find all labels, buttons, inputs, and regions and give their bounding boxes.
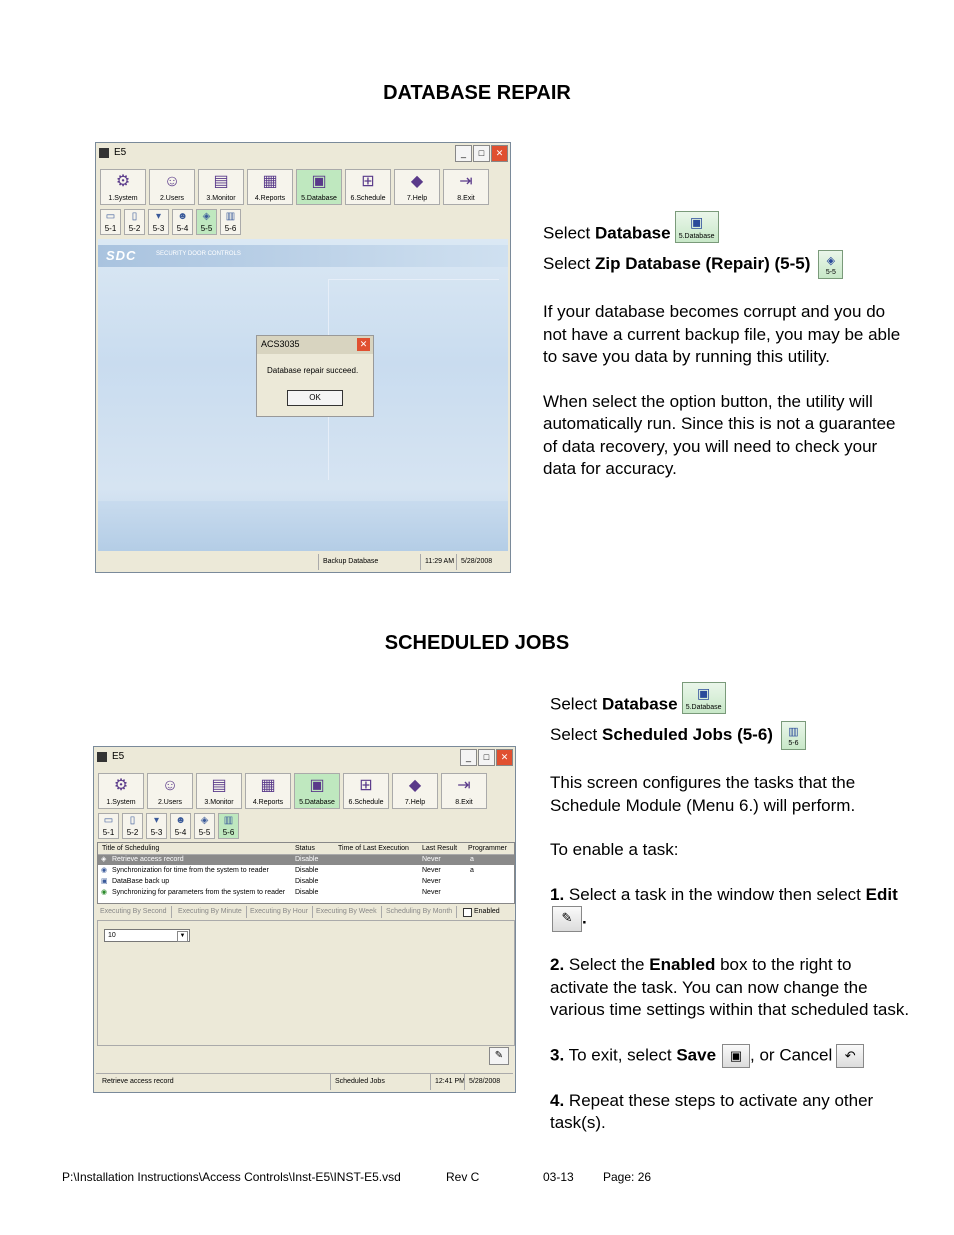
toolbar-schedule-button[interactable]: ⊞ 6.Schedule bbox=[343, 773, 389, 809]
tab-panel bbox=[97, 920, 515, 1046]
sub-5-1-button[interactable]: ▭ 5-1 bbox=[100, 209, 121, 235]
toolbar-users-button[interactable]: ☺ 2.Users bbox=[149, 169, 195, 205]
sub-5-5-button[interactable]: ◈ 5-5 bbox=[196, 209, 217, 235]
footer-rev: Rev C bbox=[446, 1170, 480, 1184]
toolbar-system-button[interactable]: ⚙ 1.System bbox=[98, 773, 144, 809]
sub-5-4-button[interactable]: ☻ 5-4 bbox=[172, 209, 193, 235]
window-titlebar bbox=[96, 143, 510, 163]
system-icon: ⚙ bbox=[115, 173, 131, 190]
sdc-logo: SDC bbox=[106, 248, 137, 263]
users-icon: ☺ bbox=[163, 173, 181, 190]
col-title[interactable]: Title of Scheduling bbox=[102, 845, 160, 852]
col-status[interactable]: Status bbox=[295, 845, 315, 852]
chevron-down-icon: ▼ bbox=[177, 931, 188, 942]
sub-5-3-button[interactable]: ▾ 5-3 bbox=[146, 813, 167, 839]
app-logo-icon bbox=[97, 752, 107, 762]
app-logo-icon bbox=[99, 148, 109, 158]
status-bar bbox=[96, 1073, 513, 1090]
toolbar-schedule-button[interactable]: ⊞ 6.Schedule bbox=[345, 169, 391, 205]
users-icon: ☺ bbox=[161, 777, 179, 794]
interval-select[interactable]: 10 ▼ bbox=[104, 929, 190, 942]
dialog-message: Database repair succeed. bbox=[267, 366, 359, 375]
toolbar-reports-button[interactable]: ▦ 4.Reports bbox=[245, 773, 291, 809]
step-1: 1. Select a task in the window then select Edit✎ . bbox=[550, 884, 910, 933]
tab-by-week[interactable]: Executing By Week bbox=[316, 906, 382, 918]
status-date: 5/28/2008 bbox=[464, 1074, 500, 1090]
e5-window-repair bbox=[95, 142, 511, 573]
step-3: 3. To exit, select Save ▣ , or Cancel ↶ bbox=[550, 1044, 910, 1068]
minimize-button[interactable]: _ bbox=[455, 145, 472, 162]
database-icon: ▣ 5.Database bbox=[675, 211, 719, 243]
status-task: Scheduled Jobs bbox=[330, 1074, 385, 1090]
database-subtoolbar bbox=[98, 813, 242, 839]
status-time: 11:29 AM bbox=[420, 554, 454, 570]
cart-icon: ▾ bbox=[153, 815, 160, 826]
execution-tabs bbox=[98, 906, 514, 918]
people-icon: ☻ bbox=[175, 815, 186, 826]
tab-by-hour[interactable]: Executing By Hour bbox=[250, 906, 313, 918]
maximize-button[interactable]: □ bbox=[478, 749, 495, 766]
system-icon: ⚙ bbox=[113, 777, 129, 794]
cancel-icon: ↶ bbox=[836, 1044, 864, 1068]
zip-icon: ◈ bbox=[202, 211, 211, 222]
tab-by-second[interactable]: Executing By Second bbox=[100, 906, 172, 918]
reports-icon: ▦ bbox=[260, 777, 276, 794]
window-title: E5 bbox=[112, 751, 125, 762]
repair-line-database: Select Database ▣ 5.Database bbox=[543, 218, 903, 250]
status-date: 5/28/2008 bbox=[456, 554, 492, 570]
close-button[interactable]: ✕ bbox=[496, 749, 513, 766]
window-title: E5 bbox=[114, 147, 127, 158]
minimize-button[interactable]: _ bbox=[460, 749, 477, 766]
repair-para-1: If your database becomes corrupt and you do not have a current backup file, you may be able to save you data by running this utility. bbox=[543, 302, 901, 366]
save-icon: ▣ bbox=[722, 1044, 750, 1068]
sub-5-2-button[interactable]: ▯ 5-2 bbox=[124, 209, 145, 235]
window-titlebar bbox=[94, 747, 515, 767]
database-icon: ▣ bbox=[309, 777, 325, 794]
e5-window-scheduled bbox=[93, 746, 516, 1093]
footer-path: P:\Installation Instructions\Access Controls\Inst-E5\INST-E5.vsd bbox=[62, 1170, 401, 1184]
enabled-checkbox[interactable] bbox=[463, 908, 472, 917]
help-icon: ◆ bbox=[408, 777, 422, 794]
sub-5-6-button[interactable]: ▥ 5-6 bbox=[220, 209, 241, 235]
dialog-titlebar bbox=[257, 336, 373, 354]
row-icon: ◈ bbox=[101, 856, 107, 863]
toolbar-reports-button[interactable]: ▦ 4.Reports bbox=[247, 169, 293, 205]
status-bar bbox=[98, 554, 508, 570]
schedule-list-icon: ▥ bbox=[223, 815, 234, 826]
row-icon: ◉ bbox=[101, 889, 108, 896]
schedule-list-icon: ▥ bbox=[225, 211, 236, 222]
status-left: Retrieve access record bbox=[102, 1078, 174, 1085]
table-row[interactable]: ◉ Synchronizing for parameters from the system to reader Disable Never bbox=[101, 889, 441, 896]
database-subtoolbar bbox=[100, 209, 244, 235]
people-icon: ☻ bbox=[177, 211, 188, 222]
zip-database-icon: ◈ 5-5 bbox=[818, 250, 843, 279]
edit-icon: ✎ bbox=[552, 906, 582, 932]
status-time: 12:41 PM bbox=[430, 1074, 465, 1090]
sched-para-1: This screen configures the tasks that the Schedule Module (Menu 6.) will perform. bbox=[550, 773, 856, 815]
enabled-label: Enabled bbox=[474, 908, 500, 915]
repair-line-zip: Select Zip Database (Repair) (5-5) ◈ 5-5 bbox=[543, 250, 903, 279]
sdc-banner bbox=[98, 245, 508, 267]
toolbar-exit-button[interactable]: ⇥ 8.Exit bbox=[441, 773, 487, 809]
row-icon: ◉ bbox=[101, 867, 108, 874]
toolbar-exit-button[interactable]: ⇥ 8.Exit bbox=[443, 169, 489, 205]
sdc-tagline: SECURITY DOOR CONTROLS bbox=[156, 251, 241, 257]
table-row[interactable]: ◈ Retrieve access record Disable Never a bbox=[98, 855, 514, 865]
schedule-icon: ⊞ bbox=[359, 777, 373, 794]
row-icon: ▣ bbox=[101, 878, 108, 885]
repair-instructions bbox=[543, 214, 903, 481]
sub-5-2-button[interactable]: ▯ 5-2 bbox=[122, 813, 143, 839]
printer-icon: ▭ bbox=[105, 211, 116, 222]
list-header bbox=[98, 843, 514, 855]
database-icon: ▣ bbox=[311, 173, 327, 190]
dialog-ok-button[interactable]: OK bbox=[287, 390, 343, 406]
toolbar-help-button[interactable]: ◆ 7.Help bbox=[394, 169, 440, 205]
step-4: 4. Repeat these steps to activate any other task(s). bbox=[550, 1090, 874, 1132]
step-2: 2. Select the Enabled box to the right to activate the task. You can now change the various time settings within that scheduled task. bbox=[550, 955, 910, 1019]
repair-para-2: When select the option button, the utility will automatically run. Since this is not a guarantee of data recovery, you will need to check your data for accuracy. bbox=[543, 391, 896, 478]
toolbar-monitor-button[interactable]: ▤ 3.Monitor bbox=[198, 169, 244, 205]
scheduled-instructions bbox=[550, 685, 910, 1135]
maximize-button[interactable]: □ bbox=[473, 145, 490, 162]
scheduled-jobs-icon: ▥ 5-6 bbox=[781, 721, 806, 750]
decorative-floor bbox=[98, 501, 508, 551]
footer-page: Page: 26 bbox=[603, 1170, 652, 1184]
main-toolbar bbox=[100, 169, 492, 205]
exit-icon: ⇥ bbox=[457, 777, 471, 794]
scheduled-jobs-heading: SCHEDULED JOBS bbox=[384, 632, 570, 654]
footer-date: 03-13 bbox=[543, 1170, 574, 1184]
status-task: Backup Database bbox=[318, 554, 378, 570]
reports-icon: ▦ bbox=[262, 173, 278, 190]
col-last-result[interactable]: Last Result bbox=[422, 845, 458, 852]
app-background bbox=[98, 239, 508, 551]
copy-icon: ▯ bbox=[131, 211, 138, 222]
toolbar-database-button[interactable]: ▣ 5.Database bbox=[296, 169, 342, 205]
toolbar-users-button[interactable]: ☺ 2.Users bbox=[147, 773, 193, 809]
sub-5-6-button[interactable]: ▥ 5-6 bbox=[218, 813, 239, 839]
close-button[interactable]: ✕ bbox=[491, 145, 508, 162]
zip-icon: ◈ bbox=[200, 815, 209, 826]
help-icon: ◆ bbox=[410, 173, 424, 190]
main-toolbar bbox=[98, 773, 490, 809]
toolbar-help-button[interactable]: ◆ 7.Help bbox=[392, 773, 438, 809]
sched-line-jobs: Select Scheduled Jobs (5-6) ▥ 5-6 bbox=[550, 721, 910, 750]
col-last-execution[interactable]: Time of Last Execution bbox=[338, 845, 409, 852]
exit-icon: ⇥ bbox=[459, 173, 473, 190]
repair-dialog bbox=[256, 335, 374, 417]
monitor-icon: ▤ bbox=[211, 777, 227, 794]
sched-para-2: To enable a task: bbox=[550, 840, 679, 859]
sched-line-database: Select Database ▣ 5.Database bbox=[550, 689, 910, 721]
sub-5-4-button[interactable]: ☻ 5-4 bbox=[170, 813, 191, 839]
sub-5-1-button[interactable]: ▭ 5-1 bbox=[98, 813, 119, 839]
scheduled-jobs-list bbox=[97, 842, 515, 904]
col-programmer[interactable]: Programmer bbox=[468, 845, 507, 852]
toolbar-monitor-button[interactable]: ▤ 3.Monitor bbox=[196, 773, 242, 809]
tab-by-minute[interactable]: Executing By Minute bbox=[178, 906, 247, 918]
dialog-title: ACS3035 bbox=[261, 339, 300, 349]
printer-icon: ▭ bbox=[103, 815, 114, 826]
tab-by-month[interactable]: Scheduling By Month bbox=[386, 906, 457, 918]
toolbar-system-button[interactable]: ⚙ 1.System bbox=[100, 169, 146, 205]
toolbar-database-button[interactable]: ▣ 5.Database bbox=[294, 773, 340, 809]
database-icon: ▣ 5.Database bbox=[682, 682, 726, 714]
database-repair-heading: DATABASE REPAIR bbox=[383, 82, 571, 104]
monitor-icon: ▤ bbox=[213, 173, 229, 190]
sub-5-5-button[interactable]: ◈ 5-5 bbox=[194, 813, 215, 839]
copy-icon: ▯ bbox=[129, 815, 136, 826]
sub-5-3-button[interactable]: ▾ 5-3 bbox=[148, 209, 169, 235]
cart-icon: ▾ bbox=[155, 211, 162, 222]
dialog-close-button[interactable]: ✕ bbox=[357, 338, 370, 351]
table-row[interactable]: ▣ DataBase back up Disable Never bbox=[101, 878, 441, 885]
schedule-icon: ⊞ bbox=[361, 173, 375, 190]
edit-button[interactable]: ✎ bbox=[489, 1047, 509, 1065]
table-row[interactable]: ◉ Synchronization for time from the system to reader Disable Never a bbox=[101, 867, 474, 874]
